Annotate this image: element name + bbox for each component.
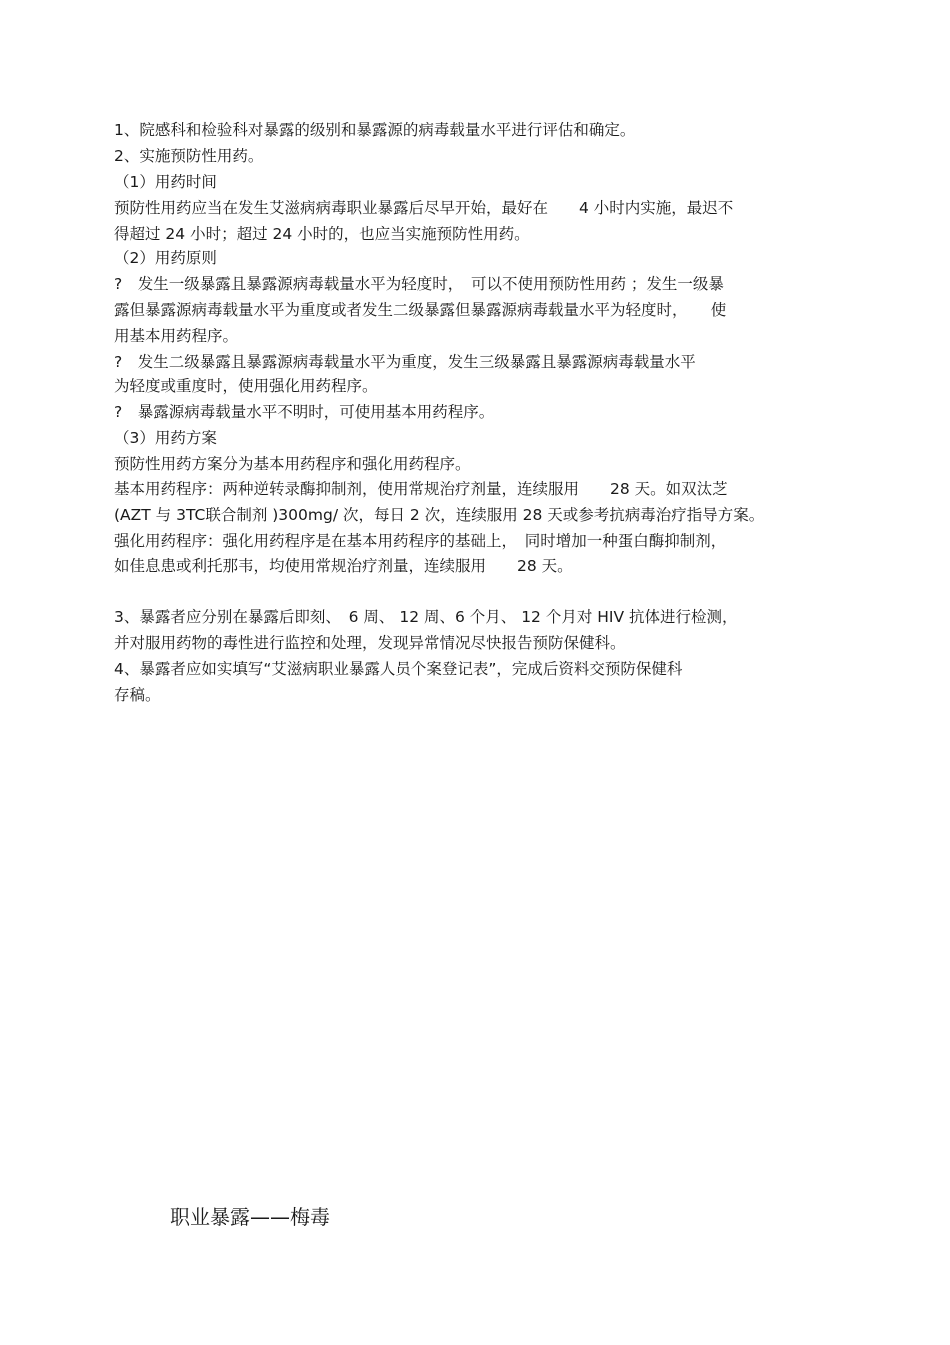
text-line: ? 暴露源病毒载量水平不明时，可使用基本用药程序。 <box>114 403 495 421</box>
text-line: 1、院感科和检验科对暴露的级别和暴露源的病毒载量水平进行评估和确定。 <box>114 121 636 139</box>
text-line: （1）用药时间 <box>114 173 217 191</box>
text-line: 2、实施预防性用药。 <box>114 147 264 165</box>
text-line: 强化用药程序：强化用药程序是在基本用药程序的基础上， 同时增加一种蛋白酶抑制剂， <box>114 532 727 550</box>
section-title: 职业暴露——梅毒 <box>170 1205 330 1229</box>
text-line: 3、暴露者应分别在暴露后即刻、 6 周、 12 周、6 个月、 12 个月对 HIV 抗体进行检测， <box>114 608 738 626</box>
text-line: 存稿。 <box>114 686 161 704</box>
text-line: （2）用药原则 <box>114 249 217 267</box>
text-line: (AZT 与 3TC联合制剂 )300mg/ 次，每日 2 次，连续服用 28 天或参考抗病毒治疗指导方案。 <box>114 506 765 524</box>
text-line: 用基本用药程序。 <box>114 327 239 345</box>
text-line: ? 发生二级暴露且暴露源病毒载量水平为重度，发生三级暴露且暴露源病毒载量水平 <box>114 353 696 371</box>
text-line: 4、暴露者应如实填写“艾滋病职业暴露人员个案登记表”，完成后资料交预防保健科 <box>114 660 683 678</box>
text-line: 预防性用药方案分为基本用药程序和强化用药程序。 <box>114 455 471 473</box>
text-line: 基本用药程序：两种逆转录酶抑制剂，使用常规治疗剂量，连续服用 28 天。如双汰芝 <box>114 480 728 498</box>
text-line: ? 发生一级暴露且暴露源病毒载量水平为轻度时， 可以不使用预防性用药 ；发生一级暴 <box>114 275 724 293</box>
text-line: 为轻度或重度时，使用强化用药程序。 <box>114 377 378 395</box>
text-line: （3）用药方案 <box>114 429 217 447</box>
text-line: 如佳息患或利托那韦，均使用常规治疗剂量，连续服用 28 天。 <box>114 557 573 575</box>
text-line: 得超过 24 小时；超过 24 小时的，也应当实施预防性用药。 <box>114 225 530 243</box>
text-line: 预防性用药应当在发生艾滋病病毒职业暴露后尽早开始，最好在 4 小时内实施，最迟不 <box>114 199 734 217</box>
text-line: 并对服用药物的毒性进行监控和处理，发现异常情况尽快报告预防保健科。 <box>114 634 626 652</box>
text-line: 露但暴露源病毒载量水平为重度或者发生二级暴露但暴露源病毒载量水平为轻度时， 使 <box>114 301 727 319</box>
